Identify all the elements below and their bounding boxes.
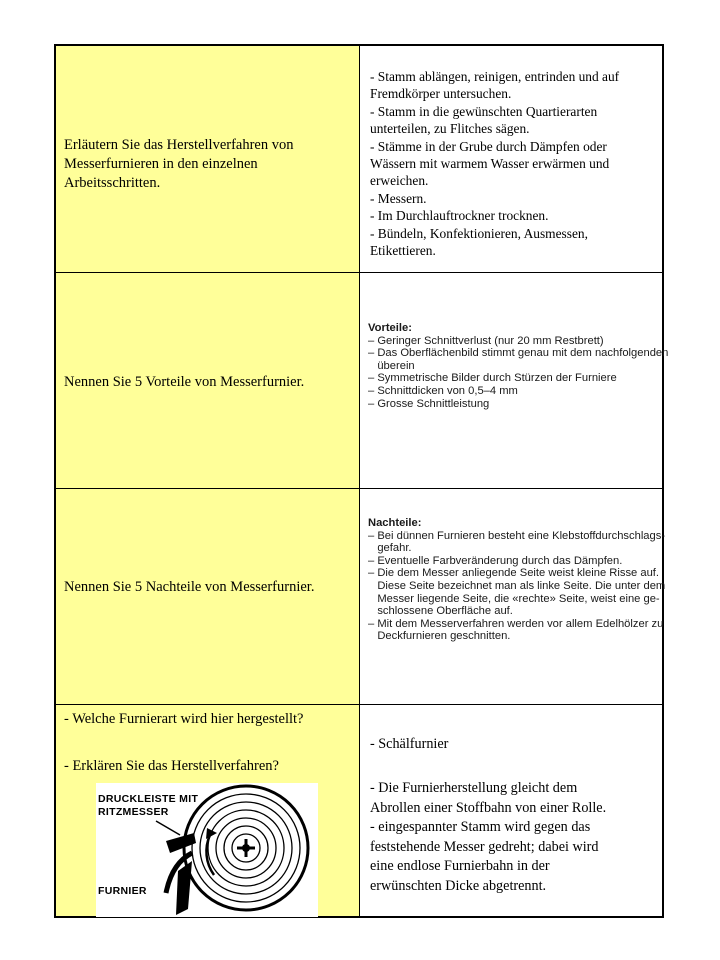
answer-text: - Schälfurnier [370,736,449,752]
answer-line: - Im Durchlauftrockner trocknen. [370,208,549,224]
scan-line: – Eventuelle Farbveränderung durch das Dämpfen. [368,554,623,567]
scan-line: – Schnittdicken von 0,5–4 mm [368,384,518,397]
answer-line: - Stamm ablängen, reinigen, entrinden und auf [370,69,620,84]
table-row [56,489,666,705]
scan-line: schlossene Oberfläche auf. [368,605,513,618]
scan-line: – Geringer Schnittverlust (nur 20 mm Restbrett) [368,334,604,347]
answer-line: - Stamm in die gewünschten Quartierarten [370,103,598,119]
question-text: - Welche Furnierart wird hier hergestellt? [64,711,304,727]
question-cell [56,705,360,916]
question-cell [56,489,360,704]
answer-line: - Messern. [370,190,427,206]
figure-label: RITZMESSER [98,806,169,818]
peeling-veneer-diagram [96,783,318,917]
answer-line: Abrollen einer Stoffbahn von einer Rolle. [370,799,607,816]
answer-line: - eingespannter Stamm wird gegen das [370,819,591,835]
question-text: Erläutern Sie das Herstellverfahren von Messerfurnieren in den einzelnen Arbeitsschritten. [64,137,294,191]
question-text: - Erklären Sie das Herstellverfahren? [64,758,279,774]
answer-text [370,779,650,896]
question-text: Nennen Sie 5 Nachteile von Messerfurnier. [64,579,315,595]
answer-cell [360,46,662,272]
scanned-text-block [368,517,665,643]
scan-line: überein [368,359,415,372]
answer-cell [360,273,669,488]
answer-cell [360,705,662,916]
scan-line: Deckfurnieren geschnitten. [368,630,511,643]
figure-label: FURNIER [98,885,147,897]
scan-line: gefahr. [368,542,412,555]
table-row [56,273,669,489]
scan-line: – Die dem Messer anliegende Seite weist kleine Risse auf. [368,567,660,580]
scan-heading: Vorteile: [368,322,412,334]
table-row [56,46,662,273]
question-text: Nennen Sie 5 Vorteile von Messerfurnier. [64,374,305,390]
answer-line: Etikettieren. [370,243,436,259]
question-cell [56,46,360,272]
scan-line: – Symmetrische Bilder durch Stürzen der Furniere [368,372,617,385]
scanned-text-block [368,322,668,410]
answer-line: erweichen. [370,173,429,189]
table-row [56,705,662,916]
answer-line: feststehende Messer gedreht; dabei wird [370,838,599,855]
answer-line: eine endlose Furnierbahn in der [370,858,550,874]
worksheet-table [54,44,669,918]
scan-line: Diese Seite bezeichnet man als linke Seite. Die unter dem [368,579,666,592]
answer-line: Wässern mit warmem Wasser erwärmen und [370,156,610,172]
answer-line: - Bündeln, Konfektionieren, Ausmessen, [370,225,588,241]
answer-line: erwünschten Dicke abgetrennt. [370,877,547,894]
scan-line: – Bei dünnen Furnieren besteht eine Klebstoffdurchschlags- [368,529,666,542]
scan-line: Messer liegende Seite, die «rechte» Seite, weist eine ge- [368,592,660,605]
answer-line: - Die Furnierherstellung gleicht dem [370,780,578,796]
answer-text [370,68,650,259]
scan-line: – Grosse Schnittleistung [368,397,490,410]
question-cell [56,273,360,488]
figure-label: DRUCKLEISTE MIT [98,793,199,805]
answer-line: Fremdkörper untersuchen. [370,86,512,102]
scan-line: – Das Oberflächenbild stimmt genau mit dem nachfolgenden [368,347,669,360]
answer-line: unterteilen, zu Flitches sägen. [370,121,530,137]
scan-heading: Nachteile: [368,517,422,529]
answer-line: - Stämme in der Grube durch Dämpfen oder [370,138,607,154]
answer-cell [360,489,666,704]
scan-line: – Mit dem Messerverfahren werden vor allem Edelhölzer zu [368,617,664,630]
